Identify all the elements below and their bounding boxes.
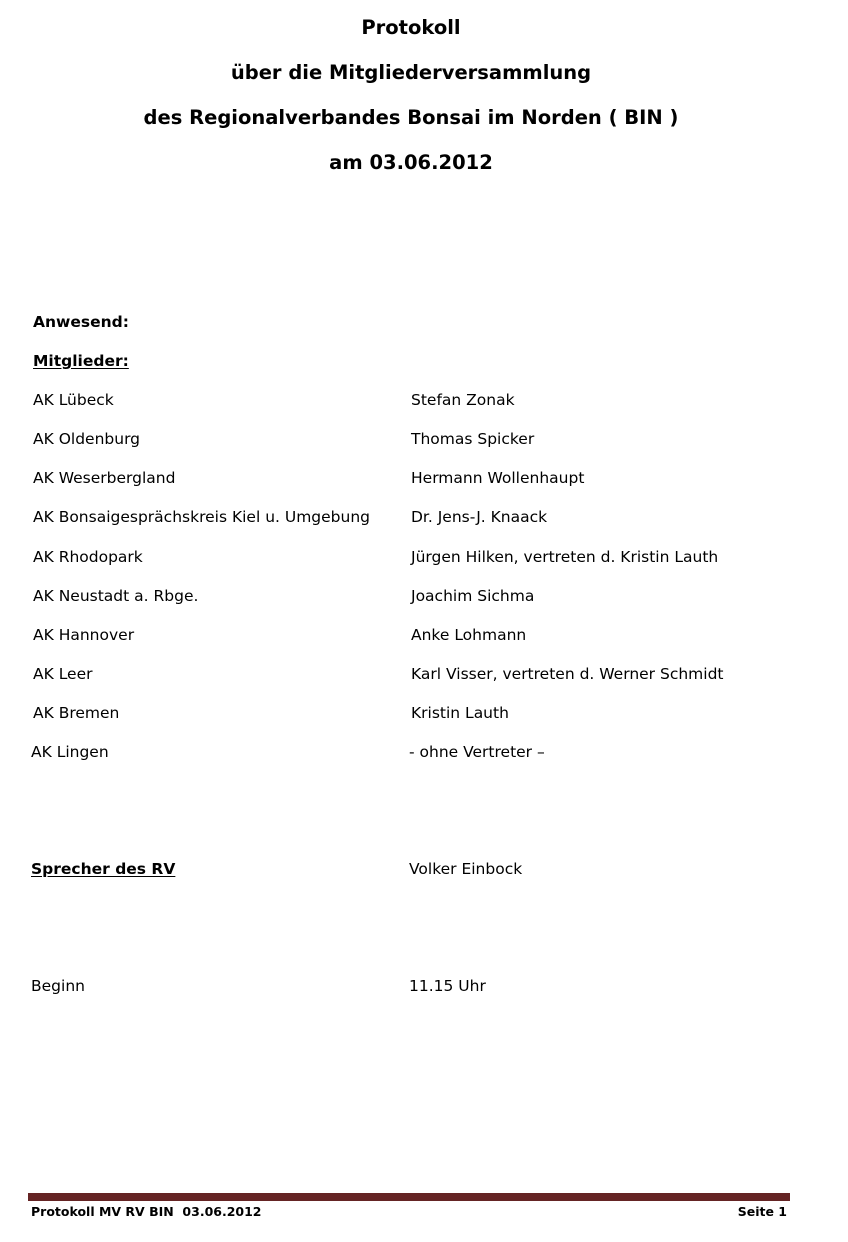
member-rep-hannover: Anke Lohmann bbox=[411, 626, 527, 644]
speaker-name: Volker Einbock bbox=[409, 860, 523, 878]
member-group-luebeck: AK Lübeck bbox=[33, 391, 114, 409]
start-label: Beginn bbox=[31, 977, 85, 995]
member-group-neustadt: AK Neustadt a. Rbge. bbox=[33, 587, 199, 605]
member-rep-luebeck: Stefan Zonak bbox=[411, 391, 515, 409]
title-meeting: über die Mitgliederversammlung bbox=[230, 61, 592, 84]
title-association: des Regionalverbandes Bonsai im Norden ( BIN ) bbox=[143, 106, 679, 129]
member-rep-neustadt: Joachim Sichma bbox=[411, 587, 535, 605]
members-heading: Mitglieder: bbox=[33, 352, 129, 370]
footer-page-number: Seite 1 bbox=[737, 1204, 787, 1219]
start-time: 11.15 Uhr bbox=[409, 977, 486, 995]
member-group-rhodopark: AK Rhodopark bbox=[33, 548, 143, 566]
member-group-kiel: AK Bonsaigesprächskreis Kiel u. Umgebung bbox=[33, 508, 371, 526]
member-group-bremen: AK Bremen bbox=[33, 704, 120, 722]
member-rep-bremen: Kristin Lauth bbox=[411, 704, 509, 722]
member-rep-kiel: Dr. Jens-J. Knaack bbox=[411, 508, 548, 526]
title-protokoll: Protokoll bbox=[361, 16, 461, 39]
member-group-oldenburg: AK Oldenburg bbox=[33, 430, 141, 448]
title-date: am 03.06.2012 bbox=[329, 151, 493, 174]
speaker-label: Sprecher des RV bbox=[31, 860, 176, 878]
member-rep-weserbergland: Hermann Wollenhaupt bbox=[411, 469, 585, 487]
member-rep-lingen: - ohne Vertreter – bbox=[409, 743, 545, 761]
footer-document-title: Protokoll MV RV BIN 03.06.2012 bbox=[31, 1204, 262, 1219]
member-group-lingen: AK Lingen bbox=[31, 743, 109, 761]
member-rep-leer: Karl Visser, vertreten d. Werner Schmidt bbox=[411, 665, 724, 683]
member-group-hannover: AK Hannover bbox=[33, 626, 135, 644]
member-rep-rhodopark: Jürgen Hilken, vertreten d. Kristin Lauth bbox=[411, 548, 719, 566]
member-rep-oldenburg: Thomas Spicker bbox=[411, 430, 535, 448]
footer-divider bbox=[28, 1193, 790, 1201]
attendance-heading: Anwesend: bbox=[33, 313, 129, 331]
member-group-weserbergland: AK Weserbergland bbox=[33, 469, 176, 487]
member-group-leer: AK Leer bbox=[33, 665, 93, 683]
